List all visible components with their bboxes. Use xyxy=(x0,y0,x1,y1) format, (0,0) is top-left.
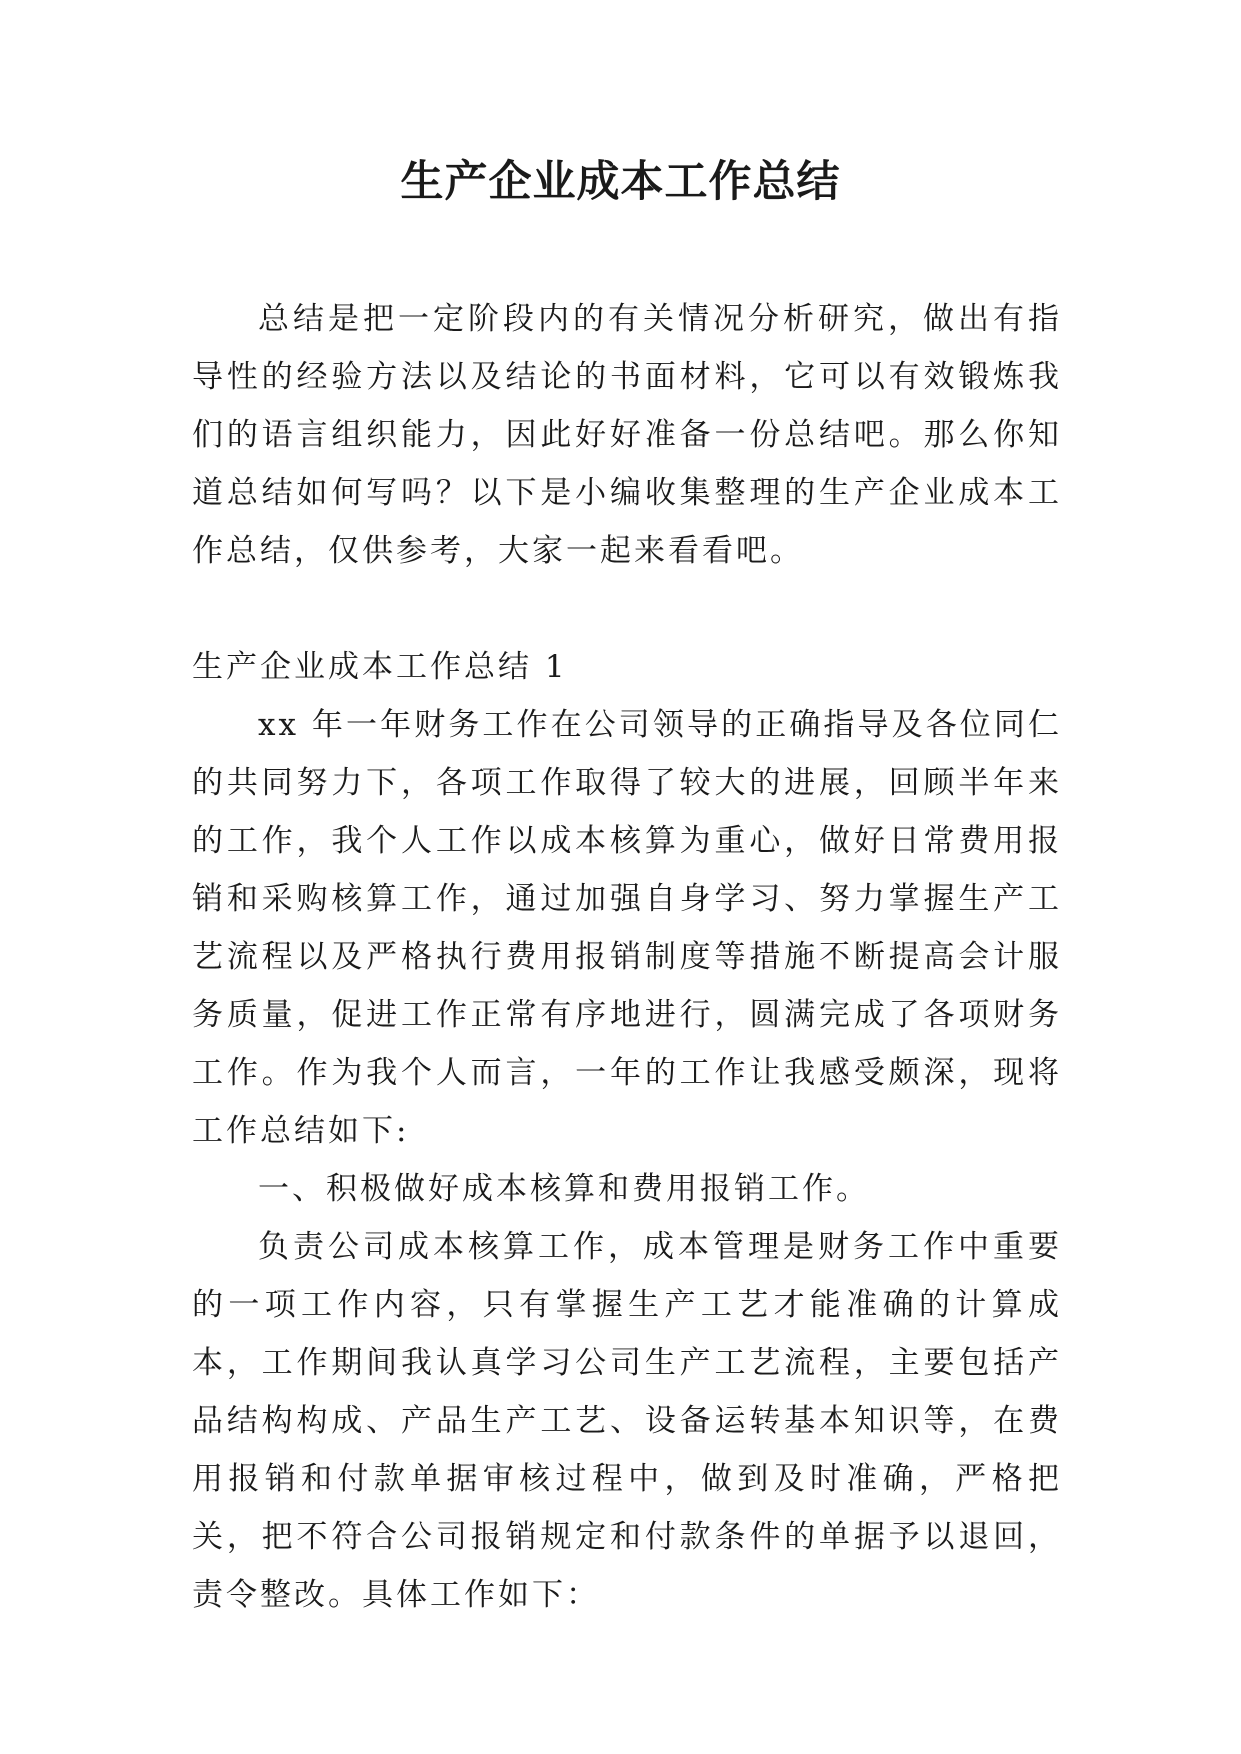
body-paragraph-1: xx 年一年财务工作在公司领导的正确指导及各位同仁的共同努力下，各项工作取得了较大的进展，回顾半年来的工作，我个人工作以成本核算为重心，做好日常费用报销和采购核算工作，通过加强自身学习、努力掌握生产工艺流程以及严格执行费用报销制度等措施不断提高会计服务质量，促进工作正常有序地进行，圆满完成了各项财务工作。作为我个人而言，一年的工作让我感受颇深，现将工作总结如下: xyxy=(192,707,1062,1149)
body-paragraph-3: 负责公司成本核算工作，成本管理是财务工作中重要的一项工作内容，只有掌握生产工艺才能准确的计算成本，工作期间我认真学习公司生产工艺流程，主要包括产品结构构成、产品生产工艺、设备运转基本知识等，在费用报销和付款单据审核过程中，做到及时准确，严格把关，把不符合公司报销规定和付款条件的单据予以退回，责令整改。具体工作如下： xyxy=(192,1229,1062,1613)
paragraph-spacer xyxy=(192,580,1062,638)
section-heading: 生产企业成本工作总结 1 xyxy=(192,649,568,685)
intro-paragraph: 总结是把一定阶段内的有关情况分析研究，做出有指导性的经验方法以及结论的书面材料，它可以有效锻炼我们的语言组织能力，因此好好准备一份总结吧。那么你知道总结如何写吗？以下是小编收集整理的生产企业成本工作总结，仅供参考，大家一起来看看吧。 xyxy=(192,301,1062,569)
body-paragraph-2: 一、积极做好成本核算和费用报销工作。 xyxy=(258,1171,870,1207)
document-title: 生产企业成本工作总结 xyxy=(400,157,841,207)
document-body xyxy=(192,290,1062,1624)
